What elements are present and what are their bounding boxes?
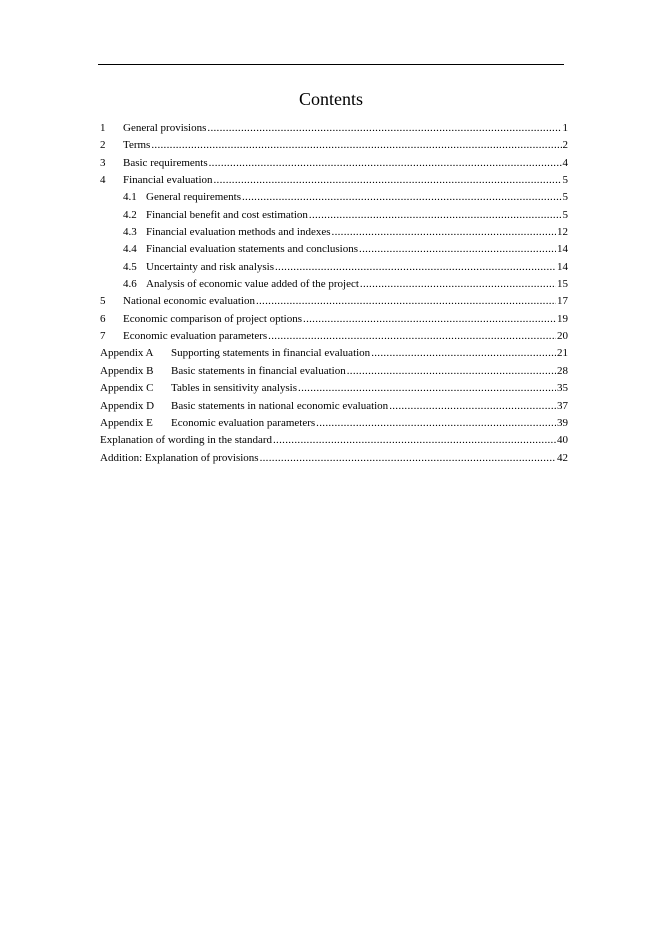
toc-subentry[interactable] <box>100 207 568 224</box>
toc-entry-number: 1 <box>100 122 106 134</box>
toc-entry-label: Analysis of economic value added of the project <box>146 278 359 291</box>
toc-dot-leader <box>371 345 556 362</box>
toc-dot-leader <box>303 311 556 328</box>
toc-entry-number: 4.6 <box>123 278 137 291</box>
toc-entry-label: Tables in sensitivity analysis <box>171 382 298 395</box>
toc-appendix-number: Appendix D <box>100 399 155 412</box>
toc-dot-leader <box>256 293 556 310</box>
toc-appendix-number: Appendix E <box>100 416 153 429</box>
toc-entry-page: 40 <box>557 434 568 447</box>
toc-entry-label: Uncertainty and risk analysis <box>146 260 274 273</box>
toc-entry-number: 4.1 <box>123 191 137 204</box>
toc-appendix-entry[interactable] <box>100 380 568 397</box>
toc-entry[interactable] <box>100 172 568 189</box>
toc-appendix-number: Appendix B <box>100 364 154 377</box>
toc-appendix-entry[interactable] <box>100 363 568 380</box>
toc-entry-number: 3 <box>100 156 106 169</box>
toc-entry[interactable] <box>100 137 568 154</box>
toc-entry-label: Basic statements in financial evaluation <box>171 364 346 377</box>
toc-subentry[interactable] <box>100 241 568 258</box>
toc-dot-leader <box>151 137 561 154</box>
toc-entry-label: Addition: Explanation of provisions <box>100 451 259 464</box>
toc-entry-label: Financial benefit and cost estimation <box>146 208 308 221</box>
toc-dot-leader <box>207 120 561 137</box>
toc-dot-leader <box>214 172 562 189</box>
toc-entry[interactable] <box>100 293 568 310</box>
toc-dot-leader <box>260 450 556 467</box>
toc-entry-label: Economic comparison of project options <box>123 312 303 325</box>
toc-entry-label: Explanation of wording in the standard <box>100 434 272 447</box>
toc-entry-page: 42 <box>557 451 568 464</box>
toc-entry-page: 14 <box>557 260 568 273</box>
toc-entry-page: 4 <box>562 156 568 169</box>
toc-entry-label: Financial evaluation statements and conclusions <box>146 243 359 256</box>
toc-dot-leader <box>316 415 556 432</box>
toc-dot-leader <box>359 241 556 258</box>
toc-dot-leader <box>309 207 562 224</box>
toc-dot-leader <box>389 398 556 415</box>
toc-entry-page: 17 <box>557 295 568 308</box>
toc-entry-label: Terms <box>123 139 151 152</box>
toc-subentry[interactable] <box>100 224 568 241</box>
toc-entry-page: 35 <box>557 382 568 395</box>
toc-entry-page: 12 <box>557 226 568 239</box>
toc-dot-leader <box>347 363 556 380</box>
toc-appendix-number: Appendix A <box>100 347 154 360</box>
toc-appendix-entry[interactable] <box>100 415 568 432</box>
toc-entry-label: Economic evaluation parameters <box>171 416 316 429</box>
toc-entry-label: Supporting statements in financial evaluation <box>171 347 371 360</box>
toc-entry[interactable] <box>100 450 568 467</box>
toc-dot-leader <box>273 432 556 449</box>
toc-entry-label: General provisions <box>123 122 207 134</box>
toc-entry-label: National economic evaluation <box>123 295 255 308</box>
toc-entry-number: 4 <box>100 174 106 187</box>
toc-entry-page: 39 <box>557 416 568 429</box>
toc-entry[interactable] <box>100 432 568 449</box>
page-title: Contents <box>298 89 363 109</box>
toc-dot-leader <box>242 189 562 206</box>
toc-entry-page: 1 <box>562 122 568 134</box>
toc-entry-number: 4.4 <box>123 243 137 256</box>
toc-entry-label: General requirements <box>146 191 241 204</box>
toc-entry-number: 5 <box>100 295 106 308</box>
toc-subentry[interactable] <box>100 189 568 206</box>
toc-entry-label: Financial evaluation methods and indexes <box>146 226 331 239</box>
toc-dot-leader <box>268 328 556 345</box>
toc-entry[interactable] <box>100 120 568 137</box>
toc-entry-page: 5 <box>562 174 568 187</box>
toc-entry[interactable] <box>100 311 568 328</box>
toc-entry-page: 21 <box>557 347 568 360</box>
toc-entry-number: 4.3 <box>123 226 137 239</box>
table-of-contents <box>100 120 568 467</box>
toc-entry-number: 2 <box>100 139 106 152</box>
toc-entry-number: 4.2 <box>123 208 137 221</box>
toc-appendix-entry[interactable] <box>100 345 568 362</box>
toc-entry-label: Economic evaluation parameters <box>123 330 268 343</box>
toc-dot-leader <box>209 155 562 172</box>
toc-entry[interactable] <box>100 328 568 345</box>
toc-entry-page: 5 <box>562 191 568 204</box>
toc-entry-number: 4.5 <box>123 260 137 273</box>
toc-entry-number: 7 <box>100 330 106 343</box>
toc-entry-label: Basic requirements <box>123 156 208 169</box>
toc-dot-leader <box>275 259 556 276</box>
toc-entry-page: 37 <box>557 399 568 412</box>
toc-appendix-number: Appendix C <box>100 382 154 395</box>
toc-subentry[interactable] <box>100 276 568 293</box>
toc-dot-leader <box>298 380 556 397</box>
toc-dot-leader <box>360 276 556 293</box>
toc-entry[interactable] <box>100 155 568 172</box>
toc-entry-page: 15 <box>557 278 568 291</box>
toc-dot-leader <box>332 224 556 241</box>
toc-appendix-entry[interactable] <box>100 398 568 415</box>
toc-subentry[interactable] <box>100 259 568 276</box>
toc-entry-page: 19 <box>557 312 568 325</box>
toc-entry-page: 28 <box>557 364 568 377</box>
toc-entry-page: 14 <box>557 243 568 256</box>
toc-entry-page: 5 <box>562 208 568 221</box>
toc-entry-page: 20 <box>557 330 568 343</box>
header-rule <box>98 64 564 65</box>
toc-entry-page: 2 <box>562 139 568 152</box>
toc-entry-number: 6 <box>100 312 106 325</box>
toc-entry-label: Financial evaluation <box>123 174 213 187</box>
toc-entry-label: Basic statements in national economic evaluation <box>171 399 389 412</box>
